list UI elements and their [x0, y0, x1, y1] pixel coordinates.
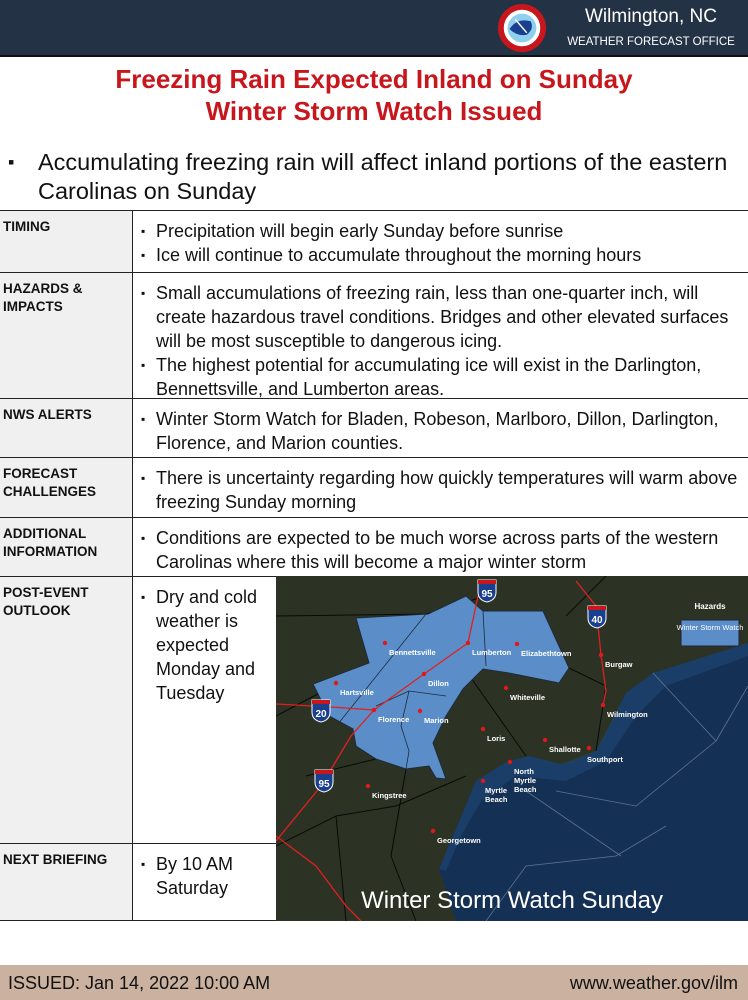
- nws-logo-icon: [497, 4, 547, 52]
- city-dot: [431, 829, 435, 833]
- i95-south-label: 95: [318, 779, 330, 790]
- bullet: ▪ Ice will continue to accumulate throughout the morning hours: [141, 243, 738, 267]
- row-next-briefing: [0, 843, 276, 920]
- lead-bullet: [8, 148, 738, 206]
- city-dot: [418, 709, 422, 713]
- city-dot: [515, 642, 519, 646]
- city-label: Lumberton: [472, 648, 512, 657]
- i20-label: 20: [315, 709, 327, 720]
- city-label: Marion: [424, 716, 449, 725]
- city-label: Southport: [587, 755, 623, 764]
- bullet: ▪ Small accumulations of freezing rain, less than one-quarter inch, will create hazardous travel conditions. Bridges and other elevated surfaces will be most susceptible to dangerous icing.: [141, 281, 738, 353]
- city-label: Burgaw: [605, 660, 633, 669]
- winter-storm-watch-map: [276, 576, 748, 921]
- i95-label: 95: [481, 589, 493, 600]
- row-label: ADDITIONAL INFORMATION: [0, 518, 133, 576]
- row-forecast-challenges: [0, 457, 748, 517]
- row-nws-alerts: [0, 398, 748, 457]
- city-label: Wilmington: [607, 710, 648, 719]
- row-timing: [0, 210, 748, 272]
- city-dot: [543, 738, 547, 742]
- row-post-event: [0, 576, 276, 843]
- bullet: ▪ Conditions are expected to be much worse across parts of the western Carolinas where this will become a major winter storm: [141, 526, 738, 574]
- city-label: Georgetown: [437, 836, 481, 845]
- map-caption: Winter Storm Watch Sunday: [361, 887, 663, 914]
- office-subtitle: WEATHER FORECAST OFFICE: [567, 36, 735, 48]
- bullet: ▪ There is uncertainty regarding how quickly temperatures will warm above freezing Sunday morning: [141, 466, 738, 514]
- legend-item: Winter Storm Watch: [676, 623, 744, 632]
- city-label: Bennettsville: [389, 648, 436, 657]
- city-dot: [481, 727, 485, 731]
- bullet-icon: ▪: [8, 152, 15, 172]
- city-dot: [422, 672, 426, 676]
- city-dot: [599, 653, 603, 657]
- row-label: POST-EVENT OUTLOOK: [0, 577, 133, 843]
- city-dot: [366, 784, 370, 788]
- website-link[interactable]: www.weather.gov/ilm: [569, 973, 738, 993]
- city-label: Shallotte: [549, 745, 581, 754]
- city-label: Whiteville: [510, 693, 546, 702]
- city-dot: [504, 686, 508, 690]
- city-label: Loris: [487, 734, 506, 743]
- city-label: Dillon: [428, 679, 449, 688]
- row-label: HAZARDS & IMPACTS: [0, 273, 133, 398]
- legend-title: Hazards: [694, 602, 726, 611]
- office-name: Wilmington, NC: [585, 6, 717, 27]
- bullet: ▪ The highest potential for accumulating ice will exist in the Darlington, Bennettsville, and Lumberton areas.: [141, 353, 738, 401]
- i40-label: 40: [591, 615, 603, 626]
- bullet: ▪ Winter Storm Watch for Bladen, Robeson, Marlboro, Dillon, Darlington, Florence, and Marion counties.: [141, 407, 738, 455]
- row-hazards: [0, 272, 748, 398]
- city-dot: [508, 760, 512, 764]
- bullet: ▪ By 10 AM Saturday: [141, 852, 270, 900]
- city-dot: [466, 641, 470, 645]
- bullet: ▪ Precipitation will begin early Sunday before sunrise: [141, 219, 738, 243]
- city-label: Elizabethtown: [521, 649, 572, 658]
- header-bar: [0, 0, 748, 57]
- city-label: Hartsville: [340, 688, 374, 697]
- city-dot: [481, 779, 485, 783]
- headline-line2: Winter Storm Watch Issued: [205, 96, 543, 126]
- city-dot: [383, 641, 387, 645]
- issued-timestamp: ISSUED: Jan 14, 2022 10:00 AM: [8, 973, 271, 993]
- row-label: NEXT BRIEFING: [0, 844, 133, 920]
- lead-text: Accumulating freezing rain will affect inland portions of the eastern Carolinas on Sunday: [38, 149, 728, 204]
- city-label: North Myrtle Beach: [514, 767, 537, 794]
- headline-line1: Freezing Rain Expected Inland on Sunday: [115, 64, 633, 94]
- city-label: Myrtle Beach: [485, 786, 508, 804]
- city-dot: [372, 708, 376, 712]
- row-label: NWS ALERTS: [0, 399, 133, 457]
- city-dot: [334, 681, 338, 685]
- row-additional-info: [0, 517, 748, 576]
- bullet: ▪ Dry and cold weather is expected Monday and Tuesday: [141, 585, 270, 705]
- city-label: Kingstree: [372, 791, 407, 800]
- city-label: Florence: [378, 715, 410, 724]
- footer-bar: [0, 965, 748, 1000]
- table-bottom-border: [0, 920, 276, 921]
- row-label: TIMING: [0, 211, 133, 272]
- city-dot: [587, 746, 591, 750]
- city-dot: [601, 703, 605, 707]
- row-label: FORECAST CHALLENGES: [0, 458, 133, 517]
